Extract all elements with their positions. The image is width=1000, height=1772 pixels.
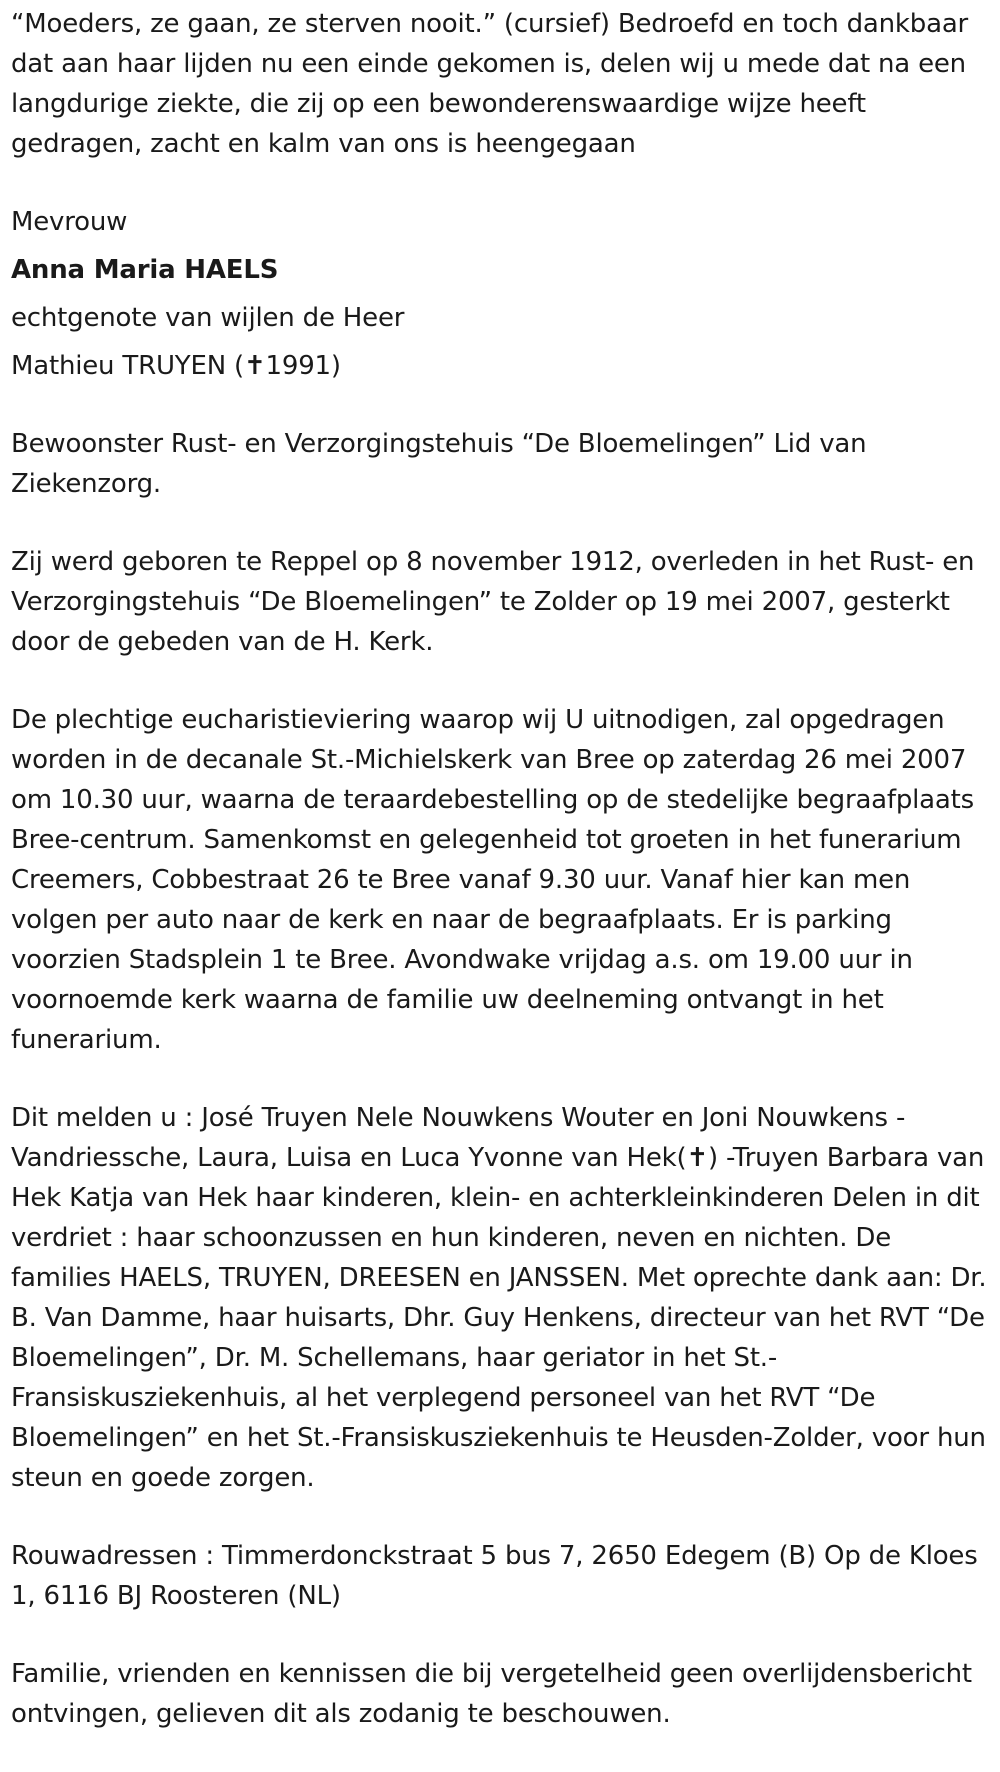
birth-death-paragraph: Zij werd geboren te Reppel op 8 november 1912, overleden in het Rust- en Verzorgingstehuis “De Bloemelingen” te Zolder op 19 mei 2007, gesterkt door de gebeden van de H. Kerk. <box>11 547 975 657</box>
deceased-name: Anna Maria HAELS <box>11 255 279 285</box>
intro-paragraph: “Moeders, ze gaan, ze sterven nooit.” (cursief) Bedroefd en toch dankbaar dat aan haar lijden nu een einde gekomen is, delen wij u mede dat na een langdurige ziekte, die zij op een bewonderenswaardige wijze heeft gedragen, zacht en kalm van ons is heengegaan <box>11 9 969 159</box>
deceased-block <box>11 202 996 386</box>
addresses-paragraph: Rouwadressen : Timmerdonckstraat 5 bus 7, 2650 Edegem (B) Op de Kloes 1, 6116 BJ Roosteren (NL) <box>11 1541 978 1611</box>
family-paragraph: Dit melden u : José Truyen Nele Nouwkens Wouter en Joni Nouwkens -Vandriessche, Laura, Luisa en Luca Yvonne van Hek(✝) -Truyen Barbara van Hek Katja van Hek haar kinderen, klein- en achterkleinkinderen Delen in dit verdriet : haar schoonzussen en hun kinderen, neven en nichten. De families HAELS, TRUYEN, DREESEN en JANSSEN. Met oprechte dank aan: Dr. B. Van Damme, haar huisarts, Dhr. Guy Henkens, directeur van het RVT “De Bloemelingen”, Dr. M. Schellemans, haar geriator in het St.-Fransiskusziekenhuis, al het verplegend personeel van het RVT “De Bloemelingen” en het St.-Fransiskusziekenhuis te Heusden-Zolder, voor hun steun en goede zorgen. <box>11 1103 987 1493</box>
honorific: Mevrouw <box>11 207 128 237</box>
ceremony-paragraph: De plechtige eucharistieviering waarop wij U uitnodigen, zal opgedragen worden in de decanale St.-Michielskerk van Bree op zaterdag 26 mei 2007 om 10.30 uur, waarna de teraardebestelling op de stedelijke begraafplaats Bree-centrum. Samenkomst en gelegenheid tot groeten in het funerarium Creemers, Cobbestraat 26 te Bree vanaf 9.30 uur. Vanaf hier kan men volgen per auto naar de kerk en naar de begraafplaats. Er is parking voorzien Stadsplein 1 te Bree. Avondwake vrijdag a.s. om 19.00 uur in voornoemde kerk waarna de familie uw deelneming ontvangt in het funerarium. <box>11 705 974 1055</box>
closing-paragraph: Familie, vrienden en kennissen die bij vergetelheid geen overlijdensbericht ontvingen, gelieven dit als zodanig te beschouwen. <box>11 1659 972 1729</box>
spouse-name: Mathieu TRUYEN (✝1991) <box>11 351 341 381</box>
spouse-line: echtgenote van wijlen de Heer <box>11 303 405 333</box>
obituary-document <box>11 4 996 1772</box>
residence-paragraph: Bewoonster Rust- en Verzorgingstehuis “De Bloemelingen” Lid van Ziekenzorg. <box>11 429 867 499</box>
